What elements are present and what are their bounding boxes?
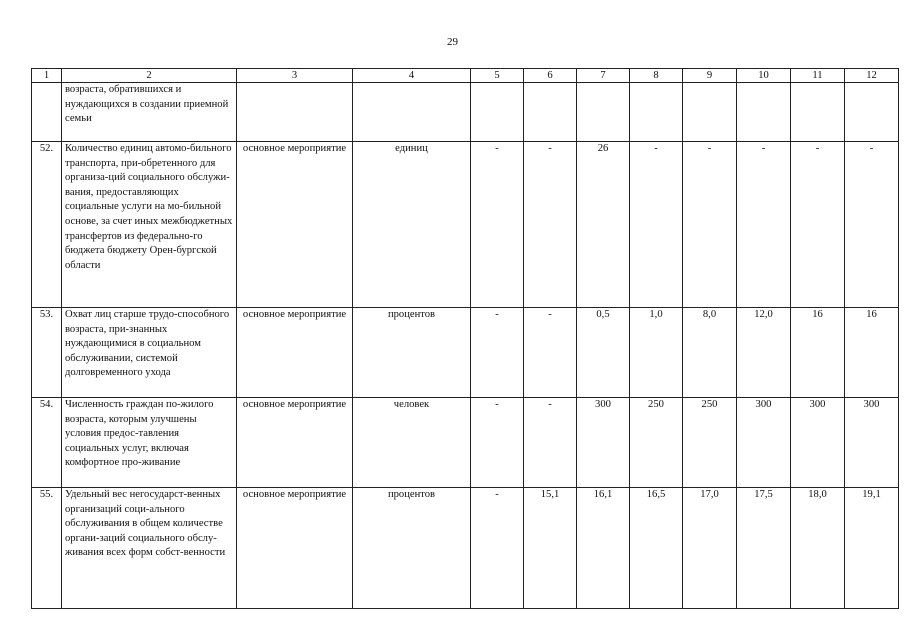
indicators-table (31, 68, 899, 609)
row-value: - (471, 398, 524, 488)
column-header: 8 (630, 69, 683, 83)
row-value: 250 (683, 398, 737, 488)
header-row (32, 69, 899, 83)
row-value: 300 (577, 398, 630, 488)
row-type: основное мероприятие (237, 308, 353, 398)
row-value: - (524, 398, 577, 488)
row-unit: процентов (353, 488, 471, 609)
row-type: основное мероприятие (237, 142, 353, 308)
column-header: 10 (737, 69, 791, 83)
row-value: 18,0 (791, 488, 845, 609)
row-unit (353, 83, 471, 142)
row-type: основное мероприятие (237, 488, 353, 609)
row-number (32, 83, 62, 142)
row-value: 26 (577, 142, 630, 308)
row-value: 250 (630, 398, 683, 488)
row-value: 17,5 (737, 488, 791, 609)
row-value: - (471, 488, 524, 609)
row-value: 16 (791, 308, 845, 398)
row-description: Количество единиц автомо-бильного транспорта, при-обретенного для организа-ций социального обслужи-вания, предоставляющих социальные услуги на мо-бильной основе, за счет иных межбюджетных трансфертов из федерально-го бюджета бюджету Орен-бургской области (62, 142, 237, 308)
column-header: 9 (683, 69, 737, 83)
row-value (577, 83, 630, 142)
row-value (683, 83, 737, 142)
row-number: 55. (32, 488, 62, 609)
row-value: - (524, 308, 577, 398)
column-header: 1 (32, 69, 62, 83)
row-number: 54. (32, 398, 62, 488)
column-header: 5 (471, 69, 524, 83)
row-value: - (737, 142, 791, 308)
row-value: - (630, 142, 683, 308)
row-description: Удельный вес негосударст-венных организаций соци-ального обслуживания в общем количестве органи-заций социального обслу-живания всех форм собст-венности (62, 488, 237, 609)
row-value: - (683, 142, 737, 308)
table-row (32, 142, 899, 308)
row-number: 53. (32, 308, 62, 398)
row-description: Численность граждан по-жилого возраста, которым улучшены условия предос-тавления социальных услуг, включая комфортное про-живание (62, 398, 237, 488)
row-value (471, 83, 524, 142)
row-value: 0,5 (577, 308, 630, 398)
column-header: 6 (524, 69, 577, 83)
row-value: - (524, 142, 577, 308)
column-header: 12 (845, 69, 899, 83)
row-value: 8,0 (683, 308, 737, 398)
page-number: 29 (447, 36, 458, 48)
row-value: 16 (845, 308, 899, 398)
row-value: - (471, 142, 524, 308)
row-value (630, 83, 683, 142)
row-value (791, 83, 845, 142)
row-value: - (845, 142, 899, 308)
row-unit: человек (353, 398, 471, 488)
row-value: 15,1 (524, 488, 577, 609)
row-type (237, 83, 353, 142)
row-value: 16,5 (630, 488, 683, 609)
row-value: 1,0 (630, 308, 683, 398)
row-value (524, 83, 577, 142)
table-row (32, 398, 899, 488)
row-number: 52. (32, 142, 62, 308)
column-header: 4 (353, 69, 471, 83)
column-header: 3 (237, 69, 353, 83)
row-value: 19,1 (845, 488, 899, 609)
row-value: 12,0 (737, 308, 791, 398)
row-unit: единиц (353, 142, 471, 308)
row-value (845, 83, 899, 142)
row-description: Охват лиц старше трудо-способного возраста, при-знанных нуждающимися в социальном обслуживании, системой долговременного ухода (62, 308, 237, 398)
column-header: 7 (577, 69, 630, 83)
row-value: - (471, 308, 524, 398)
row-value: 17,0 (683, 488, 737, 609)
row-value: 300 (791, 398, 845, 488)
row-value: 16,1 (577, 488, 630, 609)
row-value: 300 (845, 398, 899, 488)
column-header: 2 (62, 69, 237, 83)
row-value: - (791, 142, 845, 308)
row-value: 300 (737, 398, 791, 488)
row-unit: процентов (353, 308, 471, 398)
row-description: возраста, обратившихся и нуждающихся в создании приемной семьи (62, 83, 237, 142)
table-row (32, 488, 899, 609)
table-row (32, 308, 899, 398)
column-header: 11 (791, 69, 845, 83)
row-value (737, 83, 791, 142)
table-row-continuation (32, 83, 899, 142)
row-type: основное мероприятие (237, 398, 353, 488)
